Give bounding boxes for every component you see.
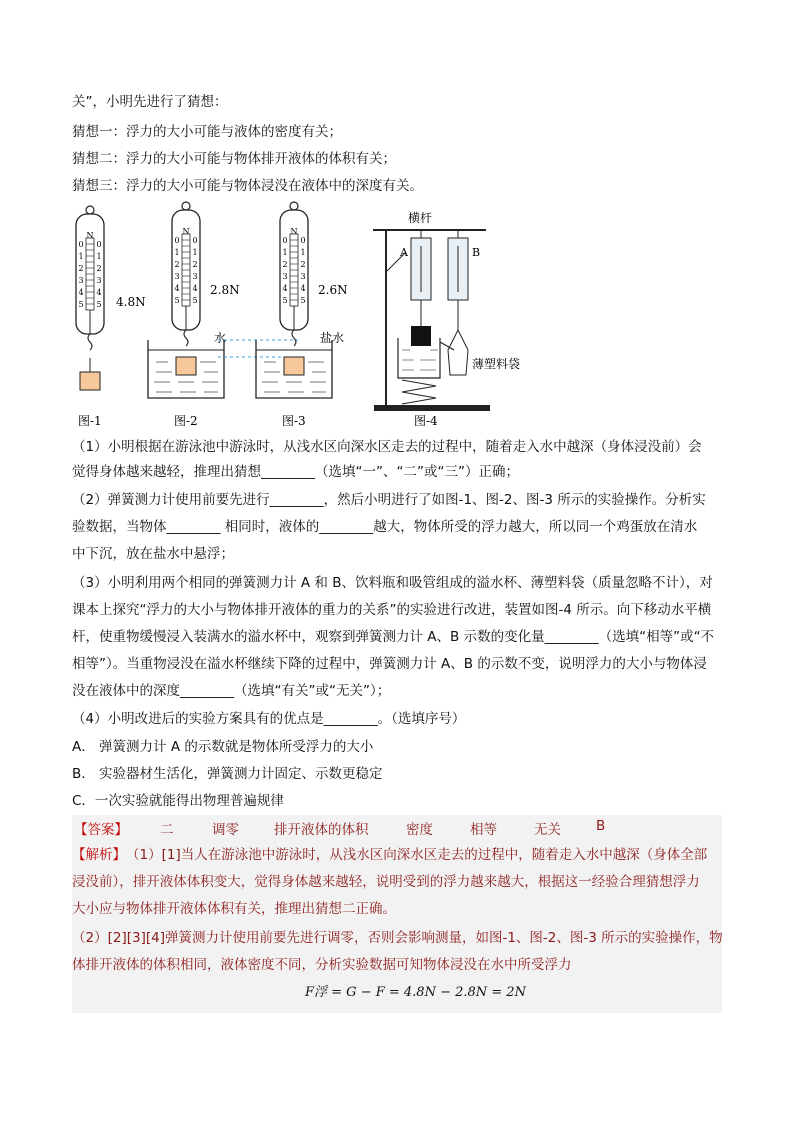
option-c: C．一次实验就能得出物理普遍规律 [72,793,284,809]
analysis-p2-a: （2）[2][3][4]弹簧测力计使用前要先进行调零，否则会影响测量，如图-1、图-2、图-3 所示的实验操作，物 [72,930,723,946]
caption-fig-2: 图-2 [174,414,198,428]
svg-text:2: 2 [300,260,306,269]
analysis-tag: 【解析】 [72,847,126,863]
svg-text:5: 5 [96,300,102,309]
q4-line: （4）小明改进后的实验方案具有的优点是________。（选填序号） [72,711,466,727]
option-b: B． 实验器材生活化，弹簧测力计固定、示数更稳定 [72,766,383,782]
svg-text:2: 2 [78,264,84,273]
svg-text:N: N [182,227,190,236]
answer-3: 排开液体的体积 [274,822,369,838]
guess-1: 猜想一：浮力的大小可能与液体的密度有关； [72,124,342,140]
answer-1: 二 [160,822,174,838]
option-a: A． 弹簧测力计 A 的示数就是物体所受浮力的大小 [72,739,374,755]
svg-text:1: 1 [96,252,102,261]
svg-text:3: 3 [300,272,306,281]
svg-text:3: 3 [192,272,198,281]
svg-text:1: 1 [192,248,198,257]
svg-text:4: 4 [282,284,288,293]
svg-text:0: 0 [192,236,198,245]
svg-text:5: 5 [78,300,84,309]
q2-line-c: 中下沉，放在盐水中悬浮； [72,546,234,562]
svg-text:0: 0 [96,240,102,249]
buoyancy-formula: F浮 = G − F = 4.8N − 2.8N = 2N [305,985,526,1000]
figure-3 [256,202,348,398]
answer-6: 无关 [534,822,561,838]
svg-text:2: 2 [174,260,180,269]
answer-4: 密度 [406,822,433,838]
svg-text:0: 0 [78,240,84,249]
q3-line-d: 相等”）。当重物浸没在溢水杯继续下降的过程中，弹簧测力计 A、B 的示数不变，说明浮力的大小与物体浸 [72,656,707,672]
answer-2: 调零 [212,822,239,838]
svg-text:2: 2 [96,264,102,273]
figure-1-reading: 4.8N [116,295,146,309]
answer-tag: 【答案】 [74,822,128,838]
answer-5: 相等 [470,822,497,838]
scale-unit-label: N [86,231,94,240]
caption-fig-4: 图-4 [414,414,438,428]
svg-text:2: 2 [282,260,288,269]
svg-text:4: 4 [174,284,180,293]
q2-line-b: 验数据，当物体________ 相同时，液体的________越大，物体所受的浮力越大，所以同一个鸡蛋放在清水 [72,519,698,535]
guess-2: 猜想二：浮力的大小可能与物体排开液体的体积有关； [72,151,396,167]
svg-text:5: 5 [300,296,306,305]
analysis-p1-c: 大小应与物体排开液体体积有关，推理出猜想二正确。 [72,901,396,917]
q2-line-a: （2）弹簧测力计使用前要先进行________，然后小明进行了如图-1、图-2、图-3 所示的实验操作。分析实 [72,492,706,508]
svg-text:3: 3 [282,272,288,281]
svg-text:1: 1 [174,248,180,257]
svg-text:5: 5 [174,296,180,305]
salt-water-label: 盐水 [320,331,345,345]
svg-text:4: 4 [78,288,84,297]
intro-line-0: 关”，小明先进行了猜想： [72,94,228,110]
analysis-p1-b: 浸没前），排开液体体积变大，觉得身体越来越轻，说明受到的浮力越来越大，根据这一经验合理猜想浮力 [72,874,700,890]
svg-text:2: 2 [192,260,198,269]
svg-text:0: 0 [300,236,306,245]
svg-text:0: 0 [174,236,180,245]
bag-label: 薄塑料袋 [472,357,521,371]
guess-3: 猜想三：浮力的大小可能与物体浸没在液体中的深度有关。 [72,178,423,194]
figure-2 [148,202,240,398]
figure-1 [76,206,146,390]
analysis-p1-a: （1）[1]当人在游泳池中游泳时，从浅水区向深水区走去的过程中，随着走入水中越深（身体全部 [126,847,708,863]
q3-line-e: 没在液体中的深度________（选填“有关”或“无关”）； [72,683,391,699]
label-b: B [472,246,481,259]
water-label: 水 [214,331,227,345]
svg-text:3: 3 [78,276,84,285]
svg-text:5: 5 [192,296,198,305]
svg-text:3: 3 [174,272,180,281]
analysis-p2-b: 体排开液体的体积相同，液体密度不同，分析实验数据可知物体浸没在水中所受浮力 [72,957,572,973]
q3-line-a: （3）小明利用两个相同的弹簧测力计 A 和 B、饮料瓶和吸管组成的溢水杯、薄塑料袋（质量忽略不计），对 [72,575,713,591]
q1-line-b: 觉得身体越来越轻，推理出猜想________（选填“一”、“二”或“三”）正确； [72,464,519,480]
caption-fig-3: 图-3 [282,414,306,428]
figure-2-reading: 2.8N [210,283,240,297]
svg-text:4: 4 [96,288,102,297]
crossbar-label: 横杆 [408,211,433,225]
label-a: A [400,246,408,259]
answer-7: B [596,818,606,834]
svg-text:3: 3 [96,276,102,285]
svg-text:N: N [290,227,298,236]
svg-text:0: 0 [282,236,288,245]
svg-text:1: 1 [300,248,306,257]
svg-text:5: 5 [282,296,288,305]
svg-text:4: 4 [192,284,198,293]
figure-3-reading: 2.6N [318,283,348,297]
figure-4 [373,210,520,411]
svg-text:1: 1 [78,252,84,261]
experiment-figures [68,200,548,432]
q1-line-a: （1）小明根据在游泳池中游泳时，从浅水区向深水区走去的过程中，随着走入水中越深（身体浸没前）会 [72,439,702,455]
svg-text:1: 1 [282,248,288,257]
svg-text:4: 4 [300,284,306,293]
q3-line-c: 杆，使重物缓慢浸入装满水的溢水杯中，观察到弹簧测力计 A、B 示数的变化量________（选填“相等”或“不 [72,629,715,645]
q3-line-b: 课本上探究“浮力的大小与物体排开液体的重力的关系”的实验进行改进，装置如图-4 所示。向下移动水平横 [72,602,712,618]
caption-fig-1: 图-1 [78,414,102,428]
